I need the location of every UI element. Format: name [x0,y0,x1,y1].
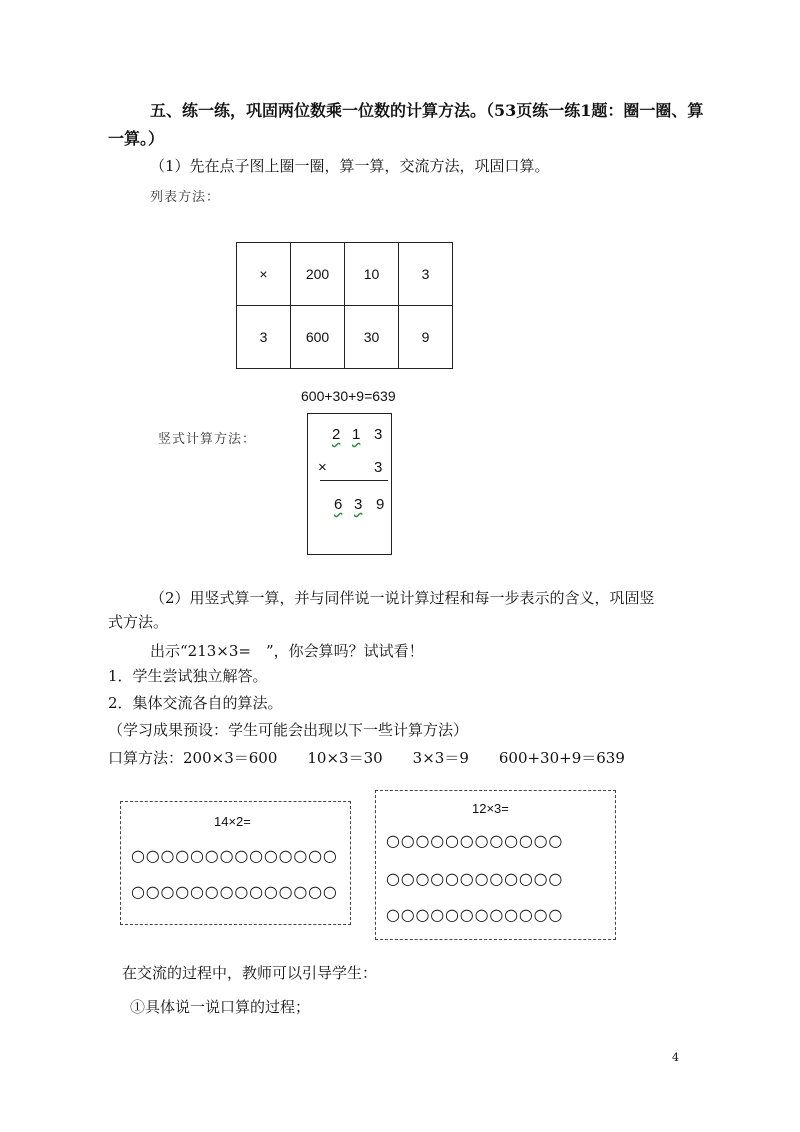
preset-note: （学习成果预设：学生可能会出现以下一些计算方法） [108,721,469,739]
table-cell: 10 [345,243,399,306]
circle-row: ○○○○○○○○○○○○○○ [131,882,338,901]
multiplication-table [236,242,453,369]
vertical-method-label: 竖式计算方法： [158,432,257,447]
dot-diagram-box-1 [120,801,351,925]
circle-row: ○○○○○○○○○○○○ [386,831,564,850]
table-row [237,243,453,306]
list-item-2: 2．集体交流各自的算法。 [108,694,283,712]
mental-calculation: 口算方法：200×3＝600 10×3＝30 3×3＝9 600+30+9＝639 [108,749,625,767]
page-number: 4 [672,1051,679,1064]
table-cell: × [237,243,291,306]
circle-row: ○○○○○○○○○○○○ [386,869,564,888]
exchange-text: 在交流的过程中，教师可以引导学生： [122,964,378,982]
vertical-calculation-box [307,413,392,555]
diagram-title: 14×2= [214,814,251,829]
digit: 9 [376,496,385,513]
circle-row: ○○○○○○○○○○○○○○ [131,846,338,865]
table-cell: 30 [345,306,399,369]
table-cell: 3 [237,306,291,369]
digit: 2 [332,426,341,443]
dot-diagram-box-2 [375,790,616,940]
step-2-line1: （2）用竖式算一算，并与同伴说一说计算过程和每一步表示的含义，巩固竖 [150,589,655,607]
guide-item-1: ①具体说一说口算的过程； [130,998,311,1016]
prompt-text: 出示“213×3= ”，你会算吗？试试看！ [150,642,424,660]
digit: 3 [374,426,383,443]
digit: 1 [352,426,361,443]
table-row [237,306,453,369]
sum-equation: 600+30+9=639 [301,388,396,404]
circle-row: ○○○○○○○○○○○○ [386,905,564,924]
table-cell: 200 [291,243,345,306]
times-sign: × [318,459,327,476]
multiplier-digit: 3 [374,459,383,476]
step-1-text: （1）先在点子图上圈一圈，算一算，交流方法，巩固口算。 [150,157,550,175]
section-heading-line2: 一算。） [108,129,165,148]
table-cell: 9 [399,306,453,369]
diagram-title: 12×3= [472,801,509,816]
section-heading-line1: 五、练一练，巩固两位数乘一位数的计算方法。（53页练一练1题：圈一圈、算 [150,101,704,120]
list-method-label: 列表方法： [150,190,221,205]
table-cell: 3 [399,243,453,306]
list-item-1: 1．学生尝试独立解答。 [108,667,268,685]
table-cell: 600 [291,306,345,369]
digit: 6 [334,496,343,513]
digit: 3 [354,496,363,513]
result-line [320,480,388,481]
step-2-line2: 式方法。 [108,613,169,631]
